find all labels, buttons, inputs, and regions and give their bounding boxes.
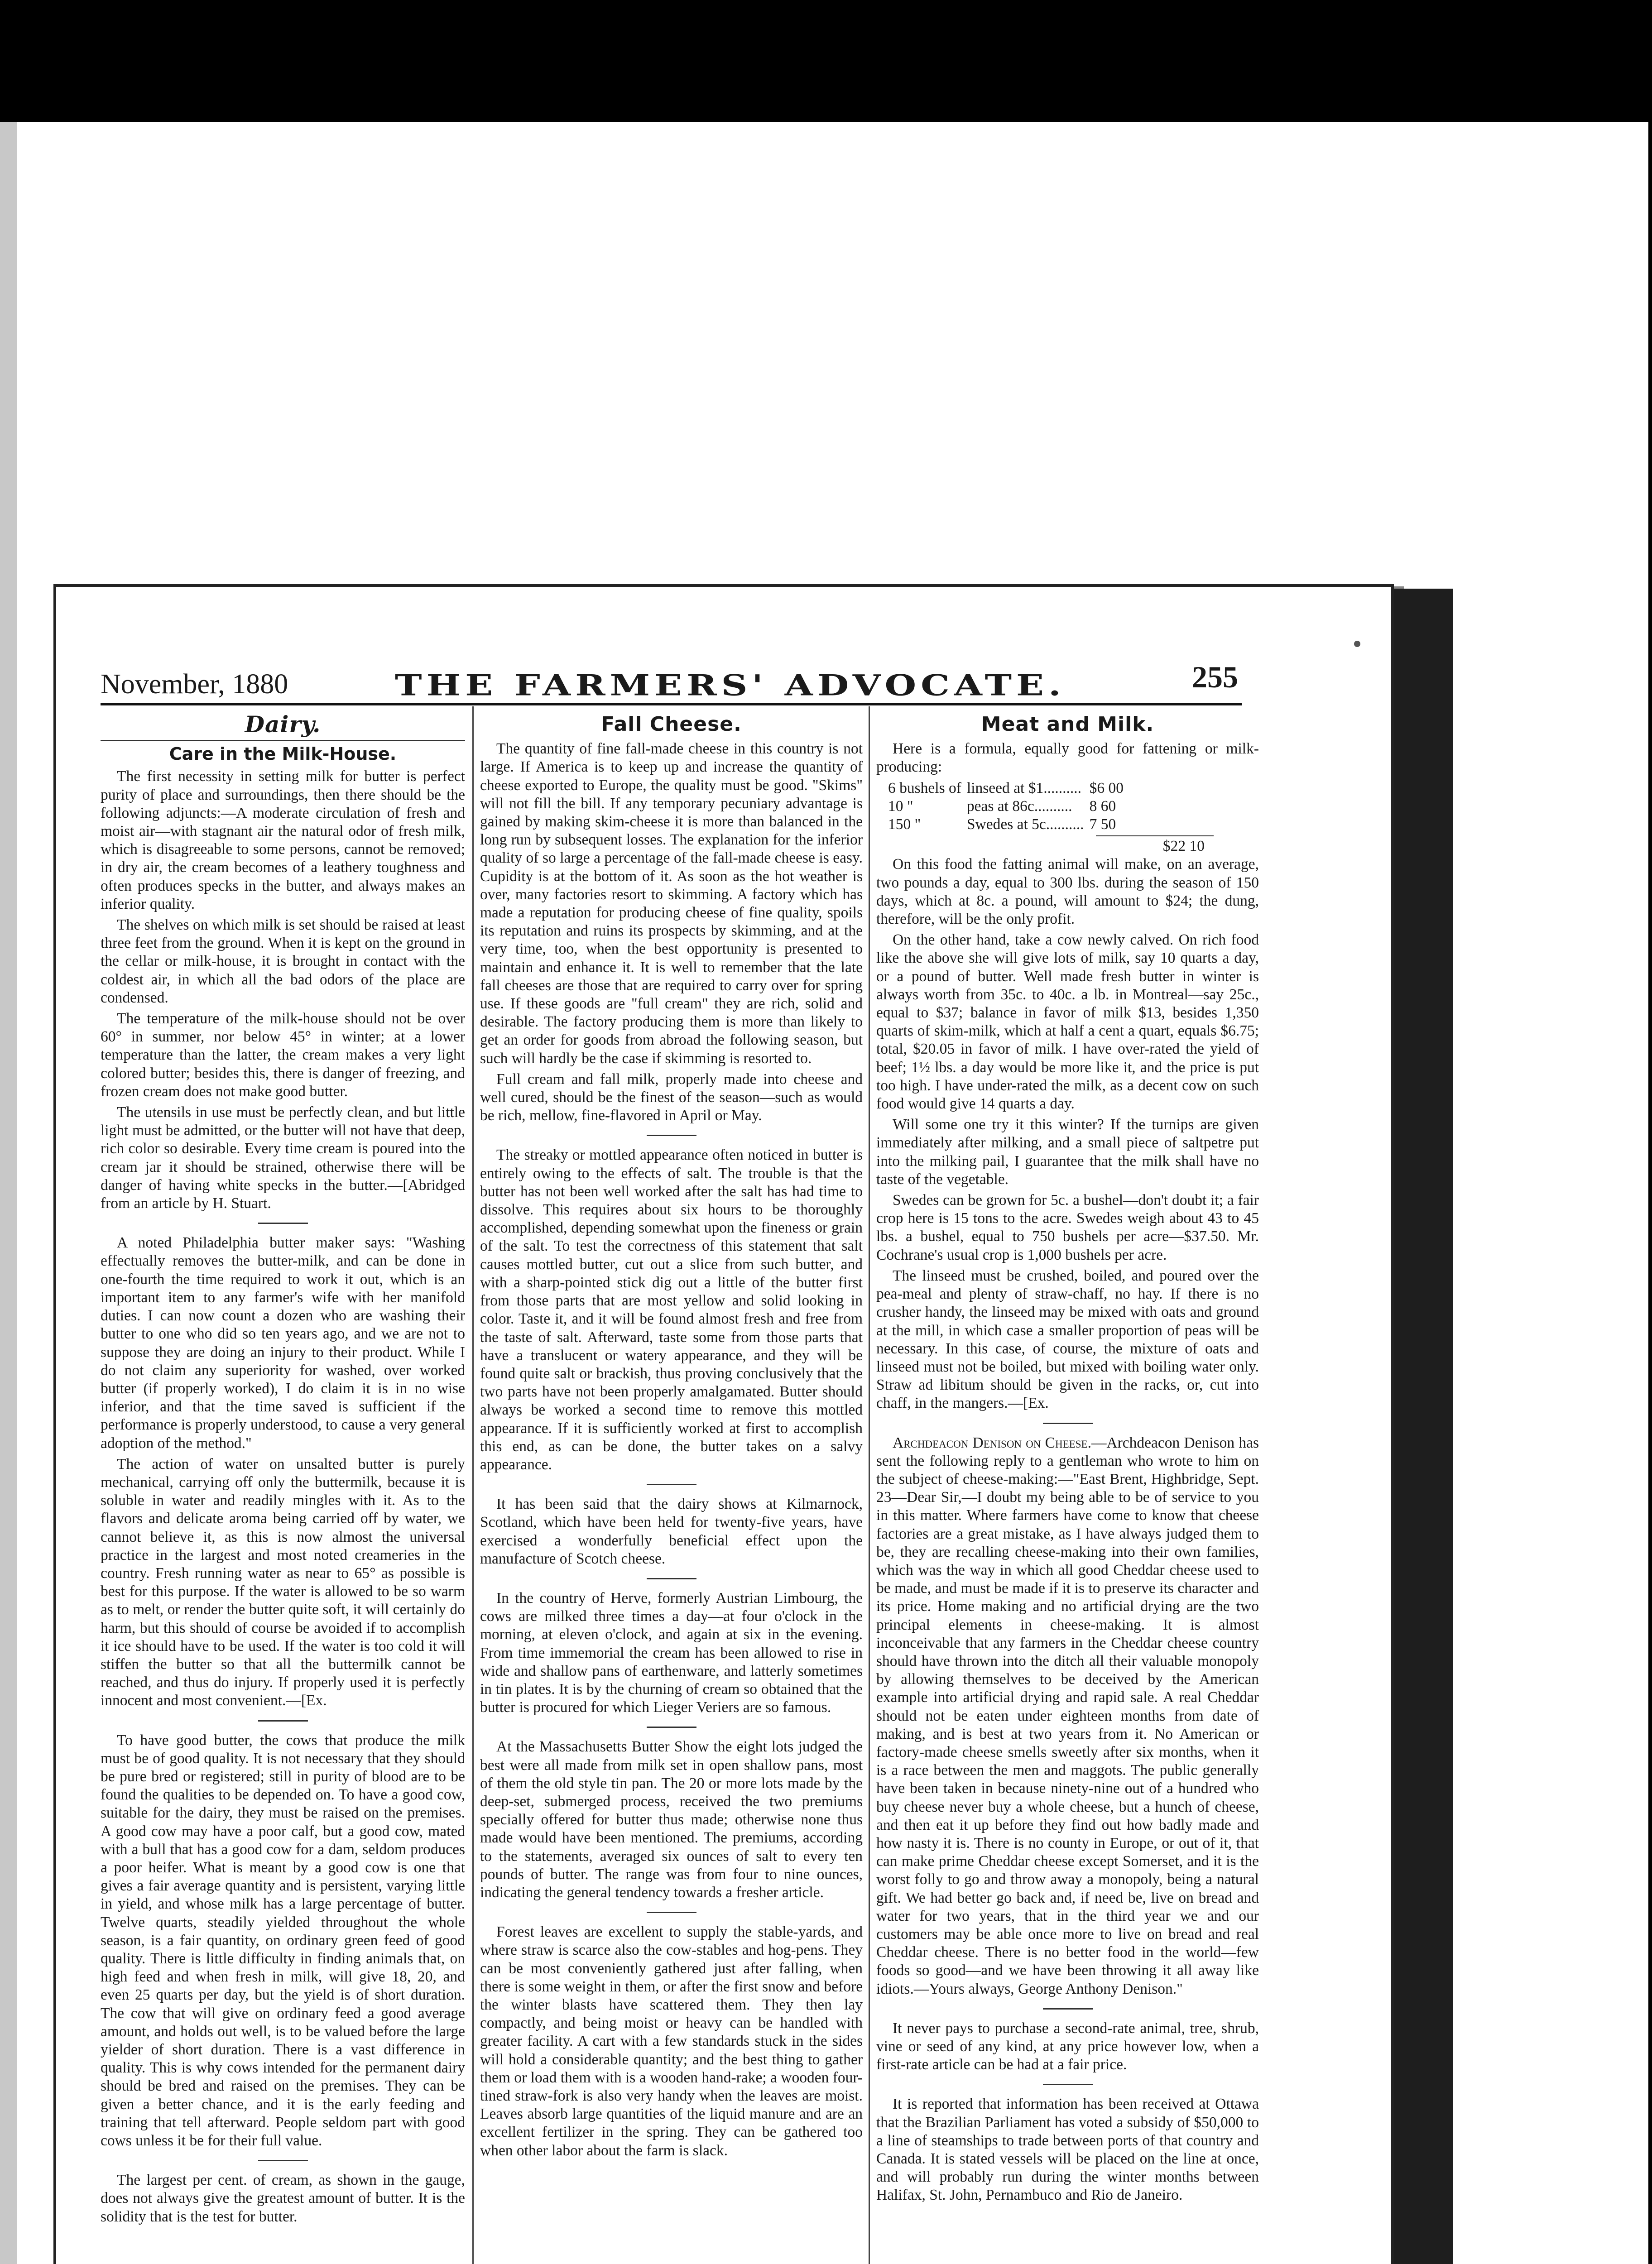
table-cell: 10 "	[888, 797, 913, 815]
column-1	[101, 711, 465, 2229]
separator	[1043, 1423, 1093, 1424]
separator	[1043, 2084, 1093, 2085]
paragraph: Will some one try it this winter? If the turnips are given immediately after milking, and a small piece of saltpetre put into the milking pail, I guarantee that the milk shall have no taste of the vegetable.	[876, 1116, 1259, 1188]
paragraph: The action of water on unsalted butter is purely mechanical, carrying off only the buttermilk, because it is soluble in water and readily mingles with it. As to the flavors and delicate aroma being carried off by water, we cannot believe it, as this is now almost the universal practice in the largest and most noted creameries in the country. Fresh running water as near to 65° as possible is best for this purpose. If the water is allowed to be so warm as to melt, or render the butter quite soft, it will certainly do harm, but this should of course be avoided if to accomplish it ice should have to be used. If the water is too cold it will stiffen the butter so that all the buttermilk cannot be reached, and thus do injury. If properly used it is perfectly innocent and most convenient.—[Ex.	[101, 1455, 465, 1709]
paragraph: The linseed must be crushed, boiled, and poured over the pea-meal and plenty of straw-chaff, no hay. If there is no crusher handy, the linseed may be mixed with oats and ground at the mill, in which case a smaller proportion of peas will be necessary. In this case, of course, the mixture of oats and linseed must not be boiled, but mixed with boiling water only. Straw ad libitum should be given in the racks, or, cut into chaff, in the mangers.—[Ex.	[876, 1267, 1259, 1412]
masthead-title: THE FARMERS' ADVOCATE.	[395, 668, 1066, 702]
table-row	[885, 797, 1126, 815]
paragraph: On this food the fatting animal will make, on an average, two pounds a day, equal to 300 lbs. during the season of 150 days, which at 8c. a pound, will amount to $24; the dung, therefore, will be the only profit.	[876, 856, 1259, 928]
paragraph: Swedes can be grown for 5c. a bushel—don't doubt it; a fair crop here is 15 tons to the acre. Swedes weigh about 43 to 45 lbs. a bushel, equal to 750 bushels per acre—$37.50. Mr. Cochrane's usual crop is 1,000 bushels per acre.	[876, 1192, 1259, 1263]
separator	[647, 1727, 696, 1728]
sum-rule	[1096, 835, 1214, 836]
table-cell: linseed at $1..........	[966, 779, 1081, 796]
table-cell: peas at 86c..........	[966, 797, 1072, 815]
paragraph: Full cream and fall milk, properly made into cheese and well cured, should be the finest of the season—such as would be rich, mellow, fine-flavored in April or May.	[480, 1070, 863, 1124]
separator	[647, 1484, 696, 1485]
separator	[1043, 2008, 1093, 2010]
paragraph: To have good butter, the cows that produce the milk must be of good quality. It is not necessary that they should be pure bred or registered; still in purity of blood are to be found the qualities to be depended on. To have a good cow, suitable for the dairy, they must be raised on the premises. A good cow may have a poor calf, but a good cow, mated with a bull that has a good cow for a dam, seldom produces a poor heifer. What is meant by a good cow is one that gives a fair average quantity and is persistent, varying little in yield, and whose milk has a large percentage of butter. Twelve quarts, steadily yielded throughout the whole season, is a fair quantity, on ordinary green feed of good quality. There is little difficulty in finding animals that, on high feed and when fresh in milk, will give 18, 20, and even 25 quarts per day, but the yield is of short duration. The cow that will give on ordinary feed a good average amount, and holds out well, is to be valued before the large yielder of short duration. There is a vast difference in quality. This is why cows intended for the permanent dairy should be bred and raised on the premises. They can be given a better chance, and it is the early feeding and training that tell afterward. People seldom part with good cows unless it be for their full value.	[101, 1732, 465, 2149]
separator	[258, 1720, 308, 1722]
article-text: —Archdeacon Denison has sent the following reply to a gentleman who wrote to him on the subject of cheese-making:—"East Brent, Highbridge, Sept. 23—Dear Sir,—I doubt my being able to be of service to you in this matter. Where farmers have come to know that cheese factories are a great mistake, as I have always judged them to be, they are recalling cheese-making into their own families, which was the way in which all good Cheddar cheese used to be made, and must be made if it is to preserve its character and its price. Home making and no artificial drying are the two principal elements in cheese-making. It is almost inconceivable that any farmers in the Cheddar cheese country should have thrown into the ditch all their valuable monopoly by allowing themselves to be deceived by the American example into artificial drying and rapid sale. A real Cheddar should not be eaten under eighteen months from date of making, and is best at two years from it. No American or factory-made cheese smells sweetly after six months, when it is a race between the men and maggots. The public generally have been taken in because ninety-nine out of a hundred who buy cheese never buy a whole cheese, but a hunch of cheese, and then eat it up before they find out how badly made and how nasty it is. There is no county in Europe, or out of it, that can make prime Cheddar cheese except Somerset, and it is the worst folly to go and throw away a monopoly, being a natural gift. We had better go back and, if need be, live on bread and water for two years, that in the third year we and our customers may be able once more to live on bread and real Cheddar cheese. There is no better food in the world—few foods so good—and we have been throwing it all away like idiots.—Yours always, George Anthony Denison."	[876, 1434, 1259, 1997]
table-row	[885, 815, 1126, 834]
section-rule	[101, 740, 465, 741]
table-cell: Swedes at 5c..........	[966, 816, 1084, 833]
article-title: Meat and Milk.	[981, 713, 1154, 736]
table-cell: 7 50	[1089, 816, 1116, 833]
column-divider	[472, 706, 474, 2264]
formula-total: $22 10	[1162, 838, 1205, 855]
feed-formula-table	[885, 779, 1126, 834]
paragraph: Forest leaves are excellent to supply the stable-yards, and where straw is scarce also the cow-stables and hog-pens. They can be most conveniently gathered just after falling, when there is some weight in them, or after the first snow and before the winter blasts have scattered them. They then lay compactly, and being moist or heavy can be handled with greater facility. A cart with a few standards stuck in the sides will hold a considerable quantity; and the best thing to gather them or load them with is a wooden hand-rake; a wooden four-tined straw-fork is also very handy when the leaves are moist. Leaves absorb large quantities of the liquid manure and are an excellent fertilizer in the spring. They can be gathered too when other labor about the farm is slack.	[480, 1923, 863, 2159]
separator	[647, 1135, 696, 1136]
table-row	[885, 779, 1126, 797]
issue-date: November, 1880	[101, 669, 288, 700]
paragraph: On the other hand, take a cow newly calved. On rich food like the above she will give lots of milk, say 10 quarts a day, or a pound of butter. Well made fresh butter in winter is always worth from 35c. to 40c. a lb. in Montreal—say 25c., equal to $37; balance in favor of milk $13, besides 1,350 quarts of skim-milk, which at half a cent a quart, equals $6.75; total, $20.05 in favor of milk. I have over-rated the yield of beef; 1½ lbs. a day would be more like it, and the price is put too high. I have under-rated the milk, as a decent cow on such food would give 14 quarts a day.	[876, 931, 1259, 1113]
header-rule	[101, 703, 1242, 705]
table-cell: 8 60	[1089, 797, 1116, 815]
paragraph: The largest per cent. of cream, as shown in the gauge, does not always give the greatest amount of butter. It is the solidity that is the test for butter.	[101, 2172, 465, 2225]
section-heading: Dairy.	[245, 711, 321, 738]
paragraph: The temperature of the milk-house should not be over 60° in summer, nor below 45° in winter; at a lower temperature than the latter, the cream makes a very light colored butter; besides this, there is danger of freezing, and frozen cream does not make good butter.	[101, 1010, 465, 1100]
page-edge-dark	[1394, 589, 1453, 2264]
column-3	[876, 711, 1259, 2207]
paragraph: The first necessity in setting milk for butter is perfect purity of place and surroundings, then there should be the following adjuncts:—A moderate circulation of fresh and moist air—with stagnant air the natural odor of fresh milk, which is disagreeable to some persons, cannot be removed; in dry air, the cream becomes of a leathery toughness and often produces specks in the butter, and always makes an inferior quality.	[101, 768, 465, 912]
table-cell: 6 bushels of	[888, 779, 961, 796]
table-cell: $6 00	[1089, 779, 1124, 796]
paragraph: It has been said that the dairy shows at Kilmarnock, Scotland, which have been held for twenty-five years, have exercised a wonderfully beneficial effect upon the manufacture of Scotch cheese.	[480, 1496, 863, 1567]
paragraph: The quantity of fine fall-made cheese in this country is not large. If America is to keep up and increase the quantity of cheese exported to Europe, the quality must be good. "Skims" will not fill the bill. If any temporary pecuniary advantage is gained by making skim-cheese it is more than balanced in the long run by subsequent losses. The explanation for the inferior quality of so large a percentage of the fall-made cheese is easy. Cupidity is at the bottom of it. As soon as the hot weather is over, many factories resort to skimming. A factory which has made a reputation for producing cheese of fine quality, spoils its reputation and ruins its prospects by skimming, and at the very time, too, when the best opportunity is presented to maintain and enhance it. It is well to remember that the late fall cheeses are those that are required to carry over for spring use. If these goods are "full cream" they are rich, solid and desirable. The factory producing them is more than likely to get an order for goods from abroad the following season, but such will hardly be the case if skimming is resorted to.	[480, 740, 863, 1067]
paragraph: Here is a formula, equally good for fattening or milk-producing:	[876, 740, 1259, 776]
page-dot	[1354, 641, 1360, 647]
table-cell: 150 "	[888, 816, 921, 833]
separator	[258, 1223, 308, 1224]
paragraph: The streaky or mottled appearance often noticed in butter is entirely owing to the effects of salt. The trouble is that the butter has not been well worked after the salt has had time to dissolve. This requires about six hours to be thoroughly accomplished, depending somewhat upon the fineness or grain of the salt. To test the correctness of this statement that salt causes mottled butter, cut out a slice from such butter, and with a sharp-pointed stick dig out a little of the butter first from those parts that are most yellow and solid looking in color. Taste it, and it will be found almost fresh and free from the taste of salt. Afterward, taste some from those parts that have a translucent or watery appearance, and they will be found quite salt or brackish, thus proving conclusively that the two parts have not been properly amalgamated. Butter should always be worked a second time to remove this mottled appearance. If it is sufficiently worked at first to accomplish this end, as can be done, the butter takes on a salvy appearance.	[480, 1146, 863, 1473]
column-2	[480, 711, 863, 2163]
separator	[647, 1578, 696, 1579]
article-lead: Archdeacon Denison on Cheese.	[893, 1434, 1091, 1451]
page-header	[101, 659, 1242, 702]
paragraph: It never pays to purchase a second-rate animal, tree, shrub, vine or seed of any kind, at any price however low, when a first-rate article can be had at a fair price.	[876, 2019, 1259, 2073]
scan-left-strip	[0, 122, 17, 2264]
column-divider	[869, 706, 870, 2264]
paragraph: The shelves on which milk is set should be raised at least three feet from the ground. When it is kept on the ground in the cellar or milk-house, it is brought in contact with the coldest air, in which all the bad odors of the place are condensed.	[101, 916, 465, 1006]
page-number: 255	[1192, 660, 1238, 694]
separator	[647, 1912, 696, 1913]
paragraph: At the Massachusetts Butter Show the eight lots judged the best were all made from milk set in open shallow pans, most of them the old style tin pan. The 20 or more lots made by the deep-set, submerged process, received the two premiums specially offered for butter thus made; otherwise none thus made would have been mentioned. The premiums, according to the statements, averaged six ounces of salt to every ten pounds of butter. The range was from four to nine ounces, indicating the general tendency towards a fresher article.	[480, 1738, 863, 1901]
paragraph	[876, 1434, 1259, 1998]
paragraph: A noted Philadelphia butter maker says: "Washing effectually removes the butter-milk, and can be done in one-fourth the time required to work it out, which is an important item to any farmer's wife with her manifold duties. I can now count a dozen who are washing their butter to one who did so ten years ago, and we are not to suppose they are doing an injury to their product. While I do not claim any superiority for washed, over worked butter (if properly worked), I do claim it is in no wise inferior, and that the time saved is sufficient if the performance is properly understood, to cause a very general adoption of the method."	[101, 1234, 465, 1452]
article-title: Fall Cheese.	[601, 713, 742, 736]
paragraph: In the country of Herve, formerly Austrian Limbourg, the cows are milked three times a day—at four o'clock in the morning, at eleven o'clock, and again at six in the evening. From time immemorial the cream has been allowed to rise in wide and shallow pans of earthenware, and latterly sometimes in tin plates. It is by the churning of cream so obtained that the butter is procured for which Lieger Veriers are so famous.	[480, 1589, 863, 1716]
article-title: Care in the Milk-House.	[169, 744, 397, 764]
paragraph: The utensils in use must be perfectly clean, and but little light must be admitted, or the butter will not have that deep, rich color so desirable. Every time cream is poured into the cream jar it should be strained, otherwise there will be danger of having white specks in the butter.—[Abridged from an article by H. Stuart.	[101, 1104, 465, 1212]
separator	[258, 2160, 308, 2161]
paragraph: It is reported that information has been received at Ottawa that the Brazilian Parliament has voted a subsidy of $50,000 to a line of steamships to trade between ports of that country and Canada. It is stated vessels will be placed on the line at once, and will probably run during the winter months between Halifax, St. John, Pernambuco and Rio de Janeiro.	[876, 2096, 1259, 2204]
